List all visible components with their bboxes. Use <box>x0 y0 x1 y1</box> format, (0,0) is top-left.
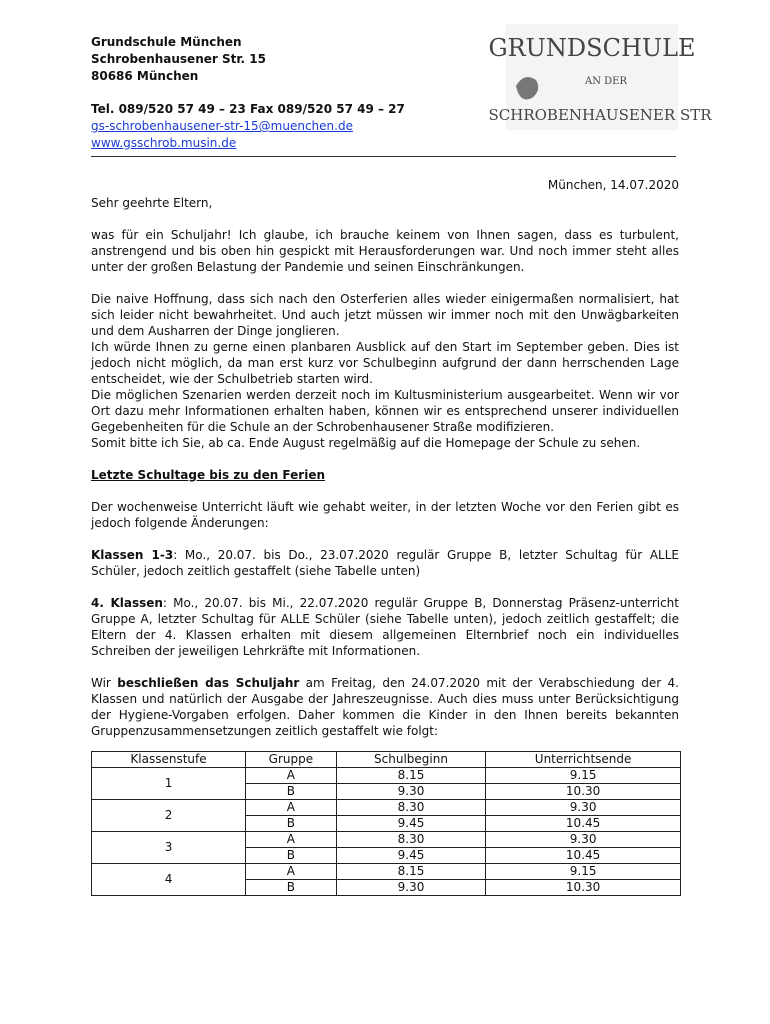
group-cell: A <box>246 800 337 816</box>
p7-start: Wir <box>91 676 118 690</box>
school-name: Grundschule München <box>91 35 242 49</box>
header-start: Schulbeginn <box>336 752 485 768</box>
logo-text-2: AN DER <box>585 76 627 87</box>
start-cell: 8.15 <box>336 864 485 880</box>
end-cell: 10.45 <box>486 816 681 832</box>
start-cell: 9.45 <box>336 848 485 864</box>
paragraph-5: Somit bitte ich Sie, ab ca. Ende August regelmäßig auf die Homepage der Schule zu sehen. <box>91 436 641 450</box>
logo-text-1: GRUNDSCHULE <box>488 34 696 62</box>
classes-1-3-label: Klassen 1-3 <box>91 548 174 562</box>
paragraph-6: Der wochenweise Unterricht läuft wie gehabt weiter, in der letzten Woche vor den Ferien gibt es jedoch folgende Änderungen: <box>91 500 679 530</box>
email-link[interactable]: gs-schrobenhausener-str-15@muenchen.de <box>91 119 353 133</box>
end-cell: 9.30 <box>486 800 681 816</box>
p7-bold: beschließen das Schuljahr <box>117 676 300 690</box>
group-cell: B <box>246 784 337 800</box>
group-cell: B <box>246 816 337 832</box>
classes-1-3-text: : Mo., 20.07. bis Do., 23.07.2020 regulär Gruppe B, letzter Schultag für ALLE Schüler, jedoch zeitlich gestaffelt (siehe Tabelle unten) <box>91 548 679 578</box>
start-cell: 9.30 <box>336 784 485 800</box>
start-cell: 9.30 <box>336 880 485 896</box>
table-row <box>92 800 681 816</box>
classes-4-note <box>91 595 679 659</box>
website-link[interactable]: www.gsschrob.musin.de <box>91 136 237 150</box>
school-city: 80686 München <box>91 69 199 83</box>
group-cell: A <box>246 768 337 784</box>
letter-date: München, 14.07.2020 <box>547 178 679 192</box>
group-cell: A <box>246 864 337 880</box>
end-cell: 9.15 <box>486 864 681 880</box>
end-cell: 9.15 <box>486 768 681 784</box>
letter <box>91 34 679 896</box>
table-header-row <box>92 752 681 768</box>
start-cell: 8.30 <box>336 832 485 848</box>
header-grade: Klassenstufe <box>92 752 246 768</box>
end-cell: 9.30 <box>486 832 681 848</box>
grade-cell: 1 <box>92 768 246 800</box>
greeting: Sehr geehrte Eltern, <box>91 196 213 210</box>
schedule-table <box>91 751 681 896</box>
classes-1-3-note <box>91 547 679 579</box>
table-row <box>92 768 681 784</box>
letterhead <box>91 34 679 152</box>
table-row <box>92 832 681 848</box>
paragraph-4: Die möglichen Szenarien werden derzeit noch im Kultusministerium ausgearbeitet. Wenn wir vor Ort dazu mehr Informationen erhalten haben, können wir es entsprechend unserer individuellen Gegebenheiten für die Schule an der Schrobenhausener Straße modifizieren. <box>91 388 679 434</box>
classes-4-text: : Mo., 20.07. bis Mi., 22.07.2020 regulär Gruppe B, Donnerstag Präsenz-unterricht Gruppe A, letzter Schultag für ALLE Schüler (siehe Tabelle unten), jedoch zeitlich gestaffelt; die Eltern der 4. Klassen erhalten mit diesem allgemeinen Elternbrief noch ein individuelles Schreiben der jeweiligen Lehrkräfte mit Informationen. <box>91 596 679 658</box>
grade-cell: 3 <box>92 832 246 864</box>
paragraph-7 <box>91 675 679 739</box>
paragraph-1: was für ein Schuljahr! Ich glaube, ich brauche keinem von Ihnen sagen, dass es turbulent, anstrengend und bis oben hin gespickt mit Herausforderungen war. Und noch immer steht alles unter der großen Belastung der Pandemie und seinen Einschränkungen. <box>91 228 679 274</box>
paragraph-3: Ich würde Ihnen zu gerne einen planbaren Ausblick auf den Start im September geben. Dies ist jedoch nicht möglich, da man erst kurz vor Schulbeginn aufgrund der dann herrschenden Lage entscheidet, wie der Schulbetrieb starten wird. <box>91 340 679 386</box>
header-end: Unterrichtsende <box>486 752 681 768</box>
group-cell: A <box>246 832 337 848</box>
school-street: Schrobenhausener Str. 15 <box>91 52 266 66</box>
end-cell: 10.30 <box>486 880 681 896</box>
p7-rest: am Freitag, den 24.07.2020 mit der Verabschiedung der 4. Klassen und natürlich der Ausgabe der Jahreszeugnisse. Auch dies muss unter Berücksichtigung der Hygiene-Vorgaben erfolgen. Daher kommen die Kinder in den Ihnen bereits bekannten Gruppenzusammensetzungen zeitlich gestaffelt wie folgt: <box>91 676 679 738</box>
start-cell: 8.30 <box>336 800 485 816</box>
end-cell: 10.45 <box>486 848 681 864</box>
section-heading: Letzte Schultage bis zu den Ferien <box>91 468 325 482</box>
start-cell: 8.15 <box>336 768 485 784</box>
logo-text-3: SCHROBENHAUSENER STR <box>488 106 712 124</box>
paragraph-2: Die naive Hoffnung, dass sich nach den Osterferien alles wieder einigermaßen normalisiert, hat sich leider nicht bewahrheitet. Und auch jetzt müssen wir immer noch mit den Unwägbarkeiten und dem Ausharren der Dinge jonglieren. <box>91 292 679 338</box>
table-row <box>92 864 681 880</box>
phone-fax: Tel. 089/520 57 49 – 23 Fax 089/520 57 49 – 27 <box>91 102 405 116</box>
start-cell: 9.45 <box>336 816 485 832</box>
classes-4-label: 4. Klassen <box>91 596 163 610</box>
group-cell: B <box>246 848 337 864</box>
header-divider <box>91 156 676 157</box>
header-group: Gruppe <box>246 752 337 768</box>
grade-cell: 2 <box>92 800 246 832</box>
end-cell: 10.30 <box>486 784 681 800</box>
grade-cell: 4 <box>92 864 246 896</box>
group-cell: B <box>246 880 337 896</box>
